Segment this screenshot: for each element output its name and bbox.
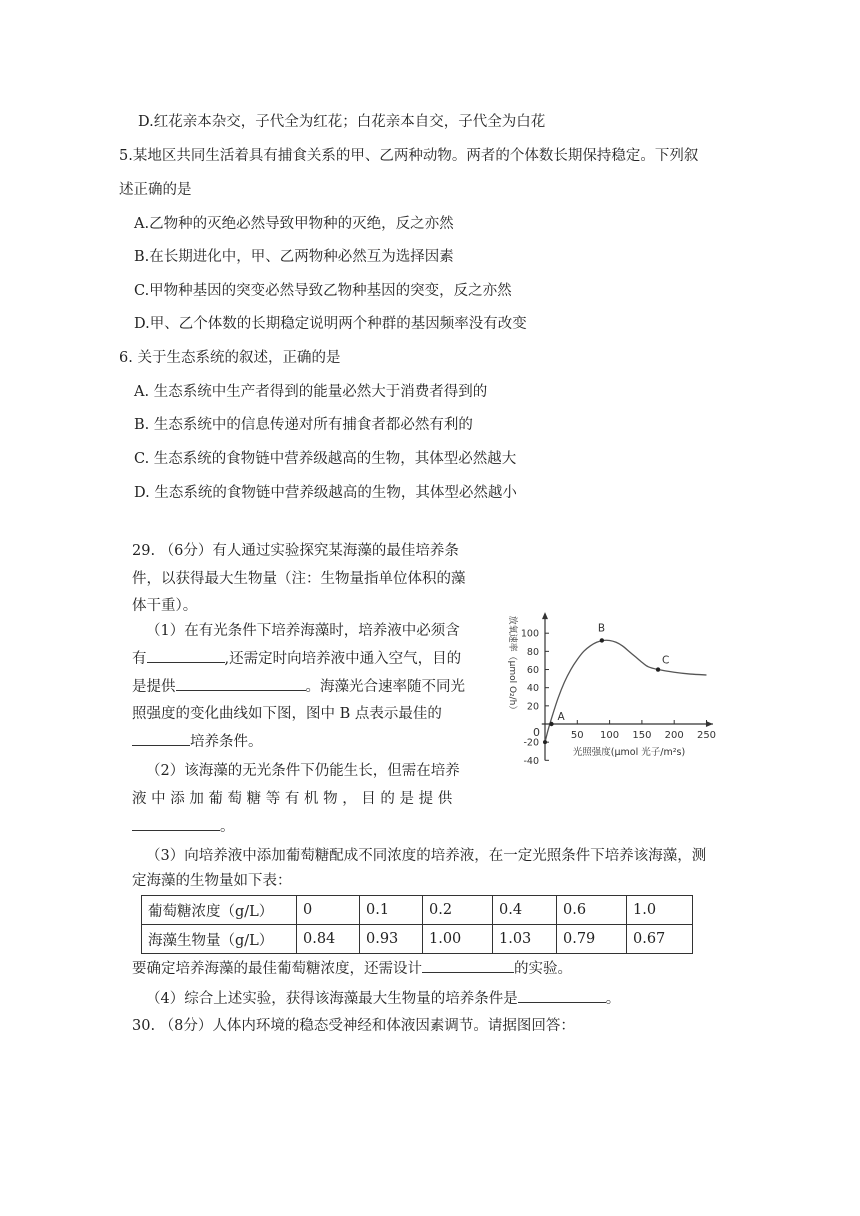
- q29-line4: （1）在有光条件下培养海藻时，培养液中必须含: [146, 623, 460, 639]
- q29-line7: 照强度的变化曲线如下图，图中 B 点表示最佳的: [132, 706, 442, 722]
- point-label-a: A: [557, 711, 565, 723]
- answer-blank-6[interactable]: [518, 988, 606, 1003]
- light-intensity-chart: [488, 540, 788, 792]
- table-cell: 0.79: [557, 925, 627, 954]
- x-tick-label: 100: [600, 730, 620, 741]
- table-cell: 0.4: [493, 896, 557, 925]
- q29-line12: （3）向培养液中添加葡萄糖配成不同浓度的培养液，在一定光照条件下培养该海藻，测: [146, 848, 707, 864]
- table-cell: 0.84: [297, 925, 360, 954]
- point-label-b: B: [597, 622, 606, 635]
- x-tick-label: 50: [570, 730, 584, 741]
- table-cell: 1.03: [493, 925, 557, 954]
- q6-option-a: A. 生态系统中生产者得到的能量必然大于消费者得到的: [134, 384, 488, 400]
- y-axis-label: 放氧速率（μmol O₂/h）: [507, 615, 517, 715]
- q5-option-b: B.在长期进化中，甲、乙两物种必然互为选择因素: [134, 249, 454, 265]
- y-tick-label: -20: [523, 737, 539, 749]
- series-line: [545, 640, 707, 742]
- table-cell: 1.0: [627, 896, 693, 925]
- table-row: [142, 925, 693, 954]
- table-cell: 0.6: [557, 896, 627, 925]
- x-tick-label: 250: [696, 730, 717, 741]
- q29-line11-end: 。: [220, 819, 235, 835]
- q29-line13: 定海藻的生物量如下表：: [132, 873, 292, 889]
- q29-line15: [146, 988, 620, 1009]
- table-cell: 0.93: [360, 925, 423, 954]
- q29-line6: [132, 676, 465, 697]
- y-tick-label: 80: [526, 646, 539, 658]
- y-axis-arrow: [542, 612, 548, 619]
- answer-blank-3[interactable]: [132, 731, 190, 746]
- q5-option-d: D.甲、乙个体数的长期稳定说明两个种群的基因频率没有改变: [134, 316, 527, 332]
- q29-line14-start: 要确定培养海藻的最佳葡萄糖浓度，还需设计: [132, 961, 422, 977]
- q29-line6-end: 。海藻光合速率随不同光: [305, 679, 465, 695]
- x-tick-label: 200: [664, 730, 684, 741]
- point-a: [549, 722, 553, 726]
- table-cell: 葡萄糖浓度（g/L）: [142, 896, 297, 925]
- origin-label: 0: [533, 726, 540, 739]
- y-tick-label: 60: [526, 665, 539, 677]
- point-label-c: C: [662, 654, 670, 667]
- y-tick-label: 100: [520, 628, 539, 640]
- curve-start-point: [543, 740, 547, 744]
- q29-line14-end: 的实验。: [514, 961, 572, 977]
- glucose-biomass-table: [141, 895, 693, 954]
- point-c: [656, 667, 660, 671]
- q29-line14: [132, 958, 572, 979]
- q29-line5-end: ,还需定时向培养液中通入空气，目的: [224, 651, 462, 667]
- table-row: [142, 896, 693, 925]
- answer-blank-5[interactable]: [422, 958, 514, 973]
- q29-line15-start: （4）综合上述实验，获得该海藻最大生物量的培养条件是: [146, 991, 518, 1007]
- table-cell: 海藻生物量（g/L）: [142, 925, 297, 954]
- x-axis-arrow: [706, 721, 713, 727]
- q29-line15-end: 。: [605, 991, 621, 1007]
- q29-line8: [132, 731, 263, 752]
- answer-blank-4[interactable]: [132, 816, 220, 831]
- q4-option-d: D.红花亲本杂交，子代全为红花；白花亲本自交，子代全为白花: [138, 114, 546, 130]
- q29-line8-end: 培养条件。: [190, 734, 263, 750]
- q5-option-a: A.乙物种的灭绝必然导致甲物种的灭绝，反之亦然: [134, 216, 454, 232]
- table-cell: 0.2: [423, 896, 493, 925]
- table-cell: 1.00: [423, 925, 493, 954]
- q29-line10: 液 中 添 加 葡 萄 糖 等 有 机 物 ， 目 的 是 提 供: [132, 791, 453, 807]
- q29-line6-start: 是提供: [132, 679, 176, 695]
- q29-line11: [132, 816, 235, 837]
- x-axis-label: 光照强度(μmol 光子/m²s): [572, 747, 686, 758]
- table-cell: 0.1: [360, 896, 423, 925]
- q6-option-c: C. 生态系统的食物链中营养级越高的生物，其体型必然越大: [134, 451, 517, 467]
- y-tick-label: 40: [526, 683, 539, 695]
- q5-stem-line1: 5.某地区共同生活着具有捕食关系的甲、乙两种动物。两者的个体数长期保持稳定。下列叙: [119, 148, 699, 164]
- q29-line3: 体干重）。: [132, 598, 198, 614]
- table-cell: 0: [297, 896, 360, 925]
- q29-line5: [132, 648, 461, 669]
- table-cell: 0.67: [627, 925, 693, 954]
- answer-blank-2[interactable]: [176, 676, 306, 691]
- point-b: [600, 638, 604, 642]
- q29-line5-start: 有: [132, 651, 147, 667]
- y-tick-label: 20: [526, 701, 539, 713]
- x-tick-label: 150: [632, 730, 652, 741]
- q29-line2: 件，以获得最大生物量（注：生物量指单位体积的藻: [132, 571, 466, 587]
- q6-option-d: D. 生态系统的食物链中营养级越高的生物，其体型必然越小: [134, 485, 517, 501]
- q5-stem-line2: 述正确的是: [119, 182, 192, 198]
- y-tick-label: -40: [523, 755, 539, 767]
- q30-stem: 30. （8分）人体内环境的稳态受神经和体液因素调节。请据图回答：: [132, 1018, 575, 1034]
- q6-option-b: B. 生态系统中的信息传递对所有捕食者都必然有利的: [134, 417, 473, 433]
- q5-option-c: C.甲物种基因的突变必然导致乙物种基因的突变，反之亦然: [134, 283, 512, 299]
- q29-line1: 29. （6分）有人通过实验探究某海藻的最佳培养条: [132, 543, 459, 559]
- q29-line9: （2）该海藻的无光条件下仍能生长，但需在培养: [146, 763, 460, 779]
- answer-blank-1[interactable]: [147, 648, 225, 663]
- q6-stem: 6. 关于生态系统的叙述，正确的是: [119, 350, 341, 366]
